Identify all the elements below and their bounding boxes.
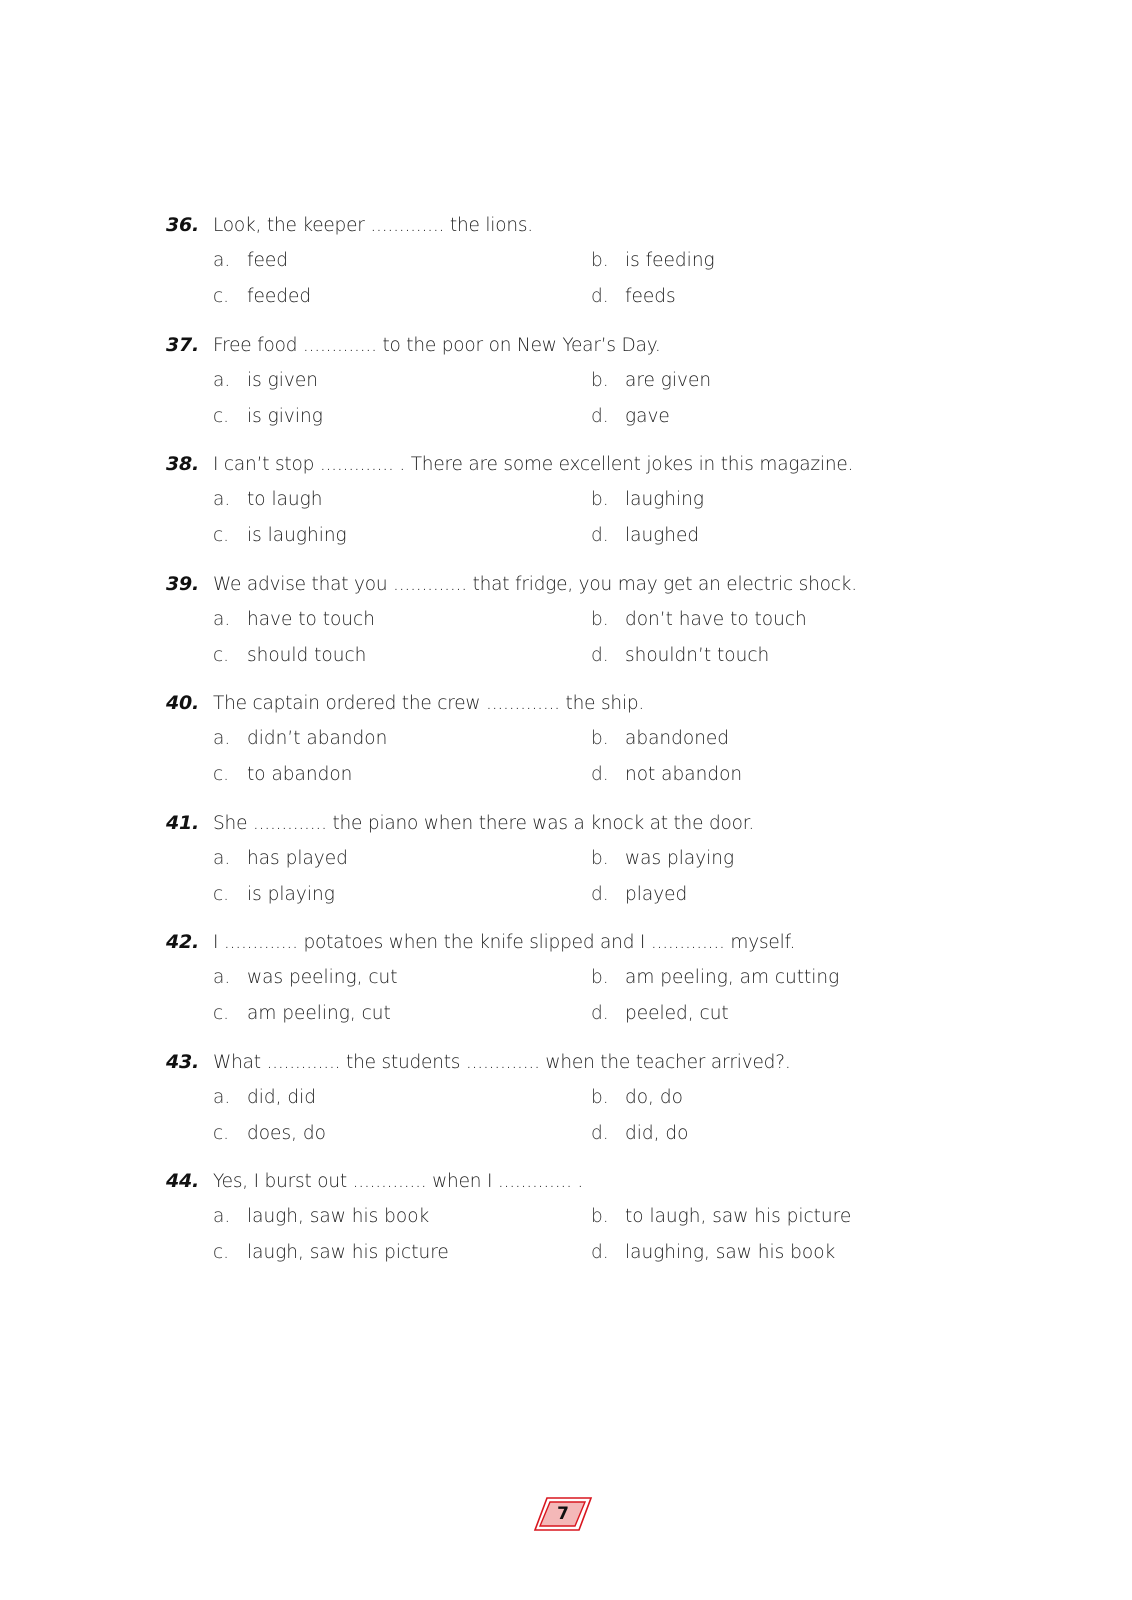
option-letter: d. bbox=[591, 405, 609, 427]
option-text: does, do bbox=[247, 1122, 326, 1144]
question-text: Look, the keeper ............. the lions. bbox=[213, 215, 533, 236]
option-letter: b. bbox=[591, 250, 609, 271]
question-text: I can’t stop ............. . There are some excellent jokes in this magazine. bbox=[213, 454, 854, 475]
option-letter: c. bbox=[213, 1122, 230, 1144]
question-text: I ............. potatoes when the knife slipped and I ............. myself. bbox=[213, 932, 796, 953]
option-a bbox=[213, 366, 318, 396]
question-text: The captain ordered the crew ............. the ship. bbox=[213, 693, 645, 714]
option-text: have to touch bbox=[247, 608, 375, 630]
option-letter: c. bbox=[213, 286, 230, 307]
option-letter: b. bbox=[591, 608, 609, 630]
option-letter: c. bbox=[213, 883, 230, 905]
question-38 bbox=[166, 449, 1066, 569]
option-c bbox=[213, 521, 347, 551]
question-stem bbox=[166, 808, 754, 838]
option-a bbox=[213, 605, 375, 635]
option-d bbox=[591, 760, 742, 790]
option-c bbox=[213, 1238, 449, 1268]
option-letter: d. bbox=[591, 1122, 609, 1144]
option-letter: b. bbox=[591, 1206, 609, 1227]
option-c bbox=[213, 1119, 326, 1149]
option-letter: d. bbox=[591, 1003, 609, 1024]
option-letter: a. bbox=[213, 728, 231, 749]
question-36 bbox=[166, 210, 1066, 330]
question-text: Free food ............. to the poor on New Year’s Day. bbox=[213, 334, 661, 356]
option-text: feed bbox=[247, 250, 289, 271]
option-a bbox=[213, 485, 322, 515]
option-text: don’t have to touch bbox=[625, 608, 807, 630]
option-text: is laughing bbox=[247, 525, 347, 546]
page-number-badge bbox=[533, 1496, 593, 1532]
question-stem bbox=[166, 330, 661, 360]
option-c bbox=[213, 402, 323, 432]
option-letter: d. bbox=[591, 525, 609, 546]
question-37 bbox=[166, 330, 1066, 450]
option-letter: a. bbox=[213, 250, 231, 271]
option-letter: a. bbox=[213, 608, 231, 630]
option-d bbox=[591, 521, 699, 551]
option-text: has played bbox=[247, 847, 348, 869]
option-b bbox=[591, 246, 715, 276]
option-letter: a. bbox=[213, 1206, 231, 1227]
option-letter: a. bbox=[213, 489, 231, 510]
option-text: did, did bbox=[247, 1086, 317, 1108]
option-letter: d. bbox=[591, 764, 609, 785]
question-number: 41. bbox=[166, 811, 200, 834]
option-text: is playing bbox=[247, 883, 335, 905]
option-d bbox=[591, 999, 729, 1029]
option-text: peeled, cut bbox=[625, 1003, 729, 1024]
option-a bbox=[213, 1083, 316, 1113]
option-letter: d. bbox=[591, 644, 609, 666]
option-d bbox=[591, 880, 687, 910]
option-d bbox=[591, 641, 769, 671]
question-stem bbox=[166, 449, 853, 479]
option-d bbox=[591, 1119, 688, 1149]
question-stem bbox=[166, 1047, 791, 1077]
option-b bbox=[591, 844, 734, 874]
option-letter: c. bbox=[213, 1003, 230, 1024]
option-letter: c. bbox=[213, 644, 230, 666]
question-text: Yes, I burst out ............. when I ............. . bbox=[213, 1171, 584, 1192]
option-text: to laugh, saw his picture bbox=[625, 1206, 852, 1227]
option-letter: b. bbox=[591, 369, 609, 391]
question-stem bbox=[166, 688, 644, 718]
option-letter: c. bbox=[213, 405, 230, 427]
option-b bbox=[591, 1202, 851, 1232]
option-b bbox=[591, 724, 729, 754]
question-text: She ............. the piano when there was a knock at the door. bbox=[213, 812, 755, 834]
option-text: was playing bbox=[625, 847, 735, 869]
question-stem bbox=[166, 210, 533, 240]
question-number: 42. bbox=[166, 931, 200, 953]
option-text: is feeding bbox=[625, 250, 715, 271]
option-d bbox=[591, 1238, 835, 1268]
option-text: to laugh bbox=[247, 489, 323, 510]
option-a bbox=[213, 963, 398, 993]
option-text: laugh, saw his picture bbox=[247, 1242, 449, 1263]
option-letter: c. bbox=[213, 764, 230, 785]
option-a bbox=[213, 1202, 429, 1232]
option-letter: b. bbox=[591, 967, 609, 988]
option-text: am peeling, am cutting bbox=[625, 967, 840, 988]
option-letter: c. bbox=[213, 525, 230, 546]
option-text: feeded bbox=[247, 286, 312, 307]
question-text: What ............. the students ............. when the teacher arrived?. bbox=[213, 1051, 791, 1073]
option-text: played bbox=[625, 883, 688, 905]
question-40 bbox=[166, 688, 1066, 808]
option-letter: b. bbox=[591, 728, 609, 749]
option-c bbox=[213, 641, 366, 671]
option-letter: d. bbox=[591, 883, 609, 905]
question-stem bbox=[166, 927, 795, 957]
option-text: feeds bbox=[625, 286, 676, 307]
question-number: 43. bbox=[166, 1050, 200, 1073]
question-43 bbox=[166, 1047, 1066, 1167]
option-a bbox=[213, 844, 348, 874]
question-number: 36. bbox=[166, 214, 200, 236]
option-text: not abandon bbox=[625, 764, 743, 785]
option-letter: a. bbox=[213, 967, 231, 988]
option-a bbox=[213, 246, 288, 276]
option-text: gave bbox=[625, 405, 670, 427]
option-text: laughing, saw his book bbox=[625, 1242, 836, 1263]
question-number: 39. bbox=[166, 572, 200, 595]
question-stem bbox=[166, 569, 857, 599]
option-letter: a. bbox=[213, 369, 231, 391]
option-text: shouldn’t touch bbox=[625, 644, 770, 666]
option-c bbox=[213, 282, 311, 312]
option-letter: b. bbox=[591, 1086, 609, 1108]
option-text: am peeling, cut bbox=[247, 1003, 391, 1024]
question-text: We advise that you ............. that fridge, you may get an electric shock. bbox=[213, 573, 857, 595]
option-letter: d. bbox=[591, 1242, 609, 1263]
option-letter: b. bbox=[591, 489, 609, 510]
question-number: 37. bbox=[166, 333, 200, 356]
question-list bbox=[166, 210, 1066, 1286]
question-42 bbox=[166, 927, 1066, 1047]
option-text: was peeling, cut bbox=[247, 967, 398, 988]
option-text: is given bbox=[247, 369, 318, 391]
option-letter: c. bbox=[213, 1242, 230, 1263]
option-text: should touch bbox=[247, 644, 367, 666]
option-text: laughed bbox=[625, 525, 700, 546]
option-b bbox=[591, 366, 711, 396]
option-c bbox=[213, 880, 335, 910]
option-text: are given bbox=[625, 369, 712, 391]
option-text: didn’t abandon bbox=[247, 728, 388, 749]
option-letter: a. bbox=[213, 847, 231, 869]
question-39 bbox=[166, 569, 1066, 689]
option-text: to abandon bbox=[247, 764, 353, 785]
page-number: 7 bbox=[557, 1504, 569, 1524]
option-b bbox=[591, 963, 839, 993]
option-letter: a. bbox=[213, 1086, 231, 1108]
option-b bbox=[591, 485, 704, 515]
option-c bbox=[213, 760, 352, 790]
question-number: 38. bbox=[166, 453, 200, 475]
option-a bbox=[213, 724, 387, 754]
question-stem bbox=[166, 1166, 583, 1196]
option-text: is giving bbox=[247, 405, 323, 427]
question-41 bbox=[166, 808, 1066, 928]
question-number: 40. bbox=[166, 692, 200, 714]
option-text: laughing bbox=[625, 489, 704, 510]
option-c bbox=[213, 999, 391, 1029]
option-d bbox=[591, 282, 676, 312]
option-b bbox=[591, 605, 807, 635]
option-text: laugh, saw his book bbox=[247, 1206, 430, 1227]
option-text: abandoned bbox=[625, 728, 730, 749]
option-letter: d. bbox=[591, 286, 609, 307]
option-b bbox=[591, 1083, 683, 1113]
option-text: do, do bbox=[625, 1086, 683, 1108]
question-number: 44. bbox=[166, 1170, 200, 1192]
option-text: did, do bbox=[625, 1122, 689, 1144]
option-letter: b. bbox=[591, 847, 609, 869]
option-d bbox=[591, 402, 670, 432]
question-44 bbox=[166, 1166, 1066, 1286]
